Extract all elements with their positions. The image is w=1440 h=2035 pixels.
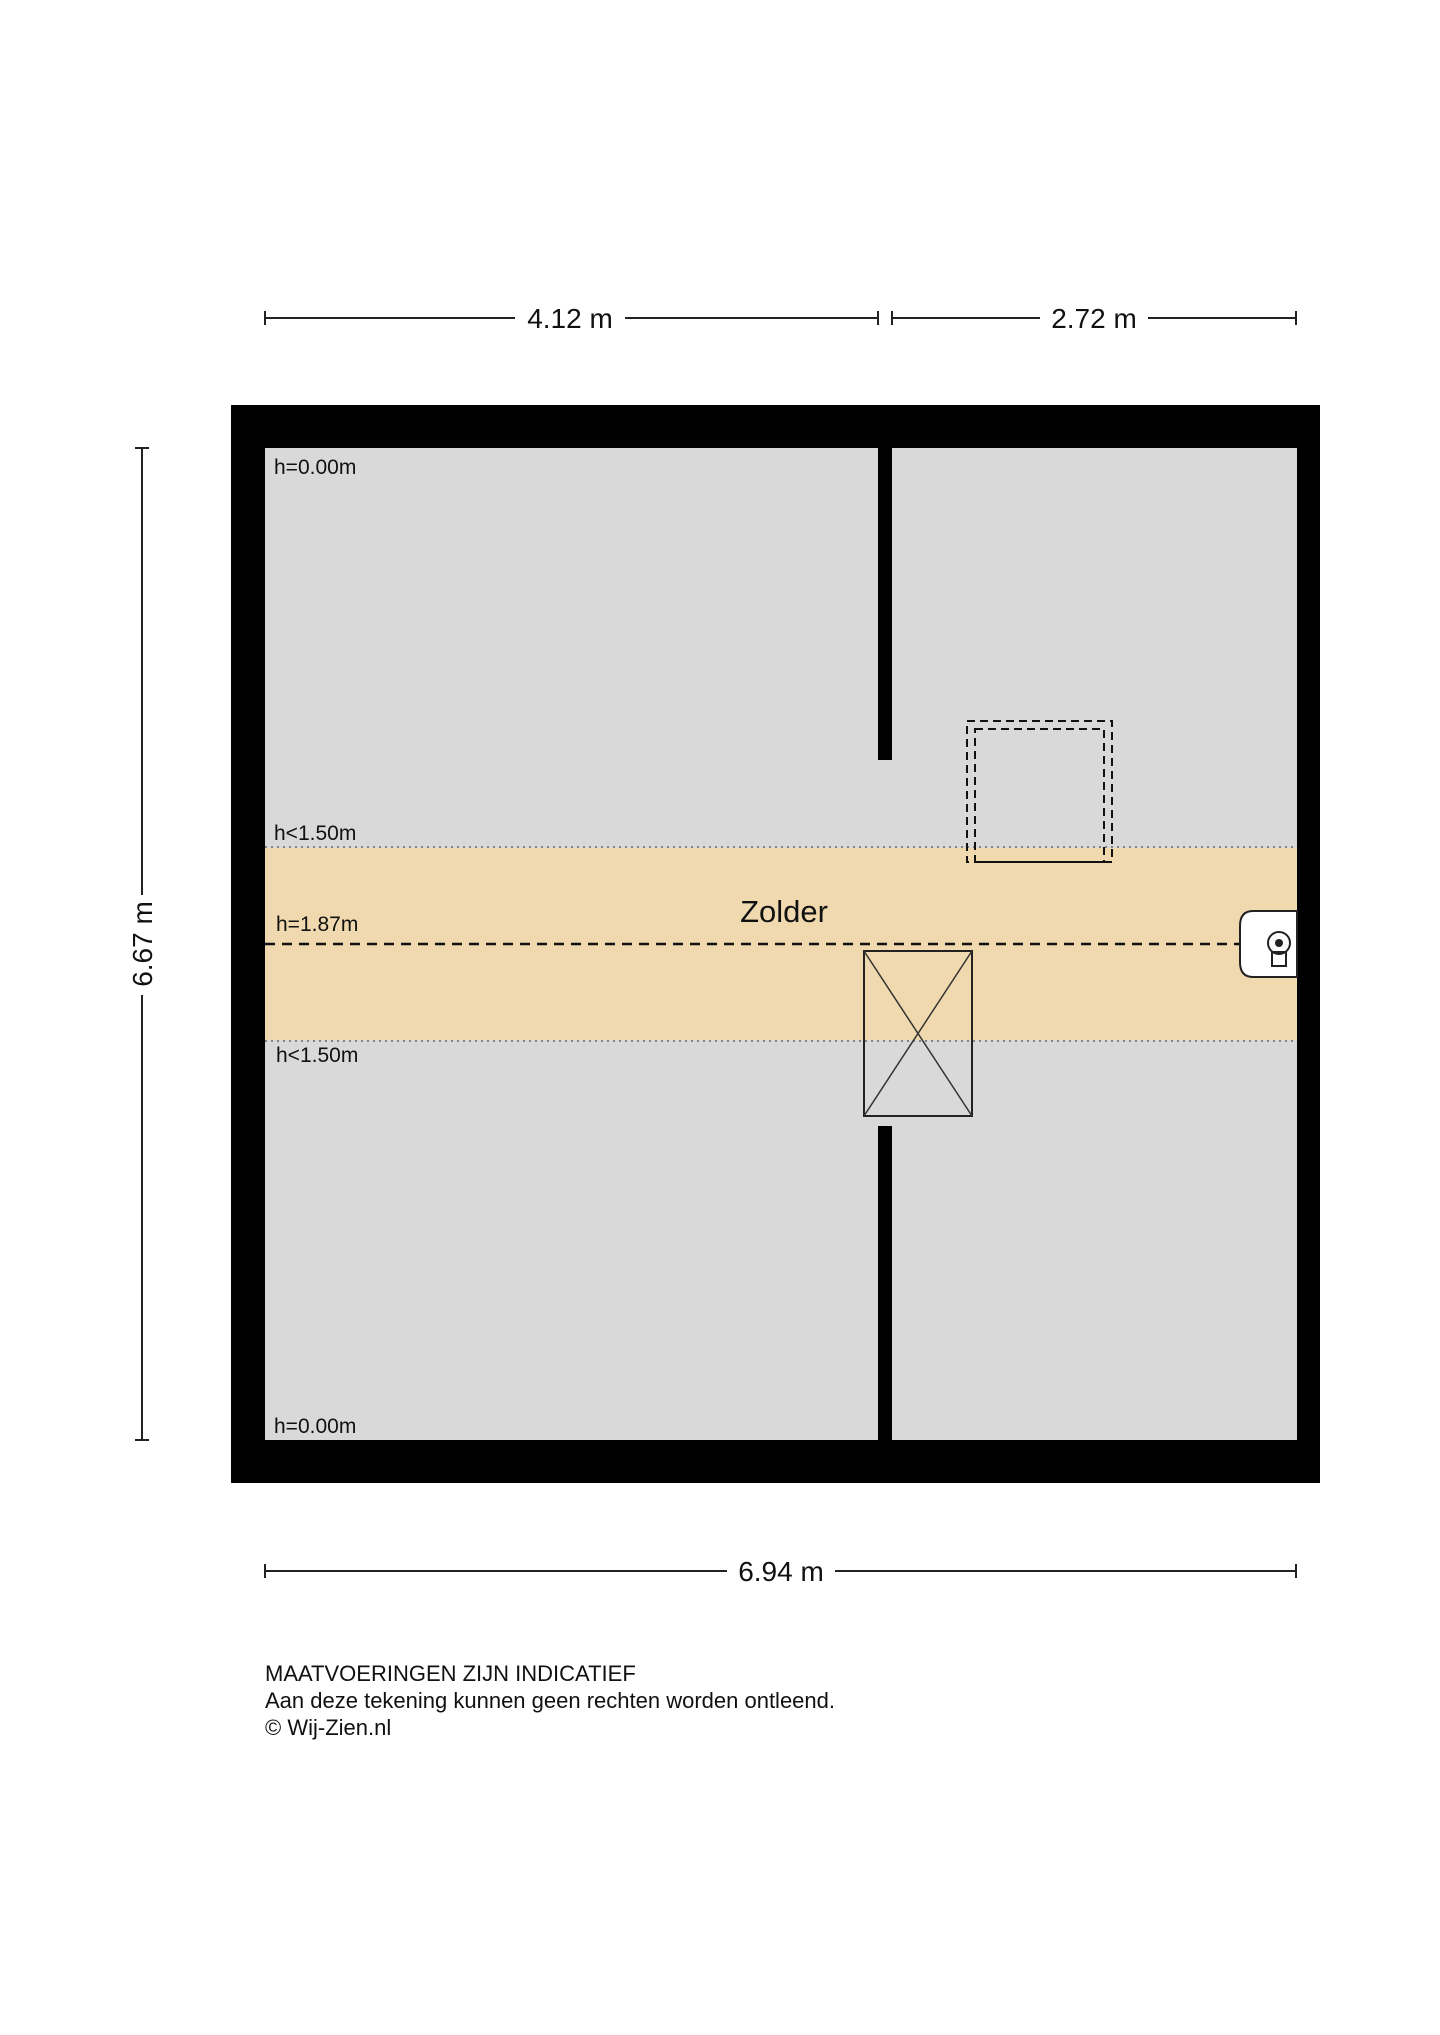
dimension-left [127, 448, 158, 1440]
partition-wall-lower [878, 1126, 892, 1440]
disclaimer-line-3: © Wij-Zien.nl [265, 1715, 392, 1740]
height-label-bottom: h=0.00m [274, 1415, 357, 1438]
height-label-top: h=0.00m [274, 456, 357, 479]
height-label-lower-slope: h<1.50m [276, 1044, 359, 1067]
partition-wall-upper [878, 448, 892, 760]
disclaimer-line-1: MAATVOERINGEN ZIJN INDICATIEF [265, 1661, 636, 1686]
boiler-icon [1240, 911, 1297, 977]
disclaimer-line-2: Aan deze tekening kunnen geen rechten worden ontleend. [265, 1688, 835, 1713]
dimension-bottom-label: 6.94 m [738, 1556, 824, 1587]
room-label: Zolder [740, 894, 828, 929]
dimension-top-left [265, 303, 878, 334]
height-label-upper-slope: h<1.50m [274, 822, 357, 845]
dimension-top-left-label: 4.12 m [527, 303, 613, 334]
dimension-top-right [892, 303, 1296, 334]
dimension-bottom [265, 1556, 1296, 1587]
disclaimer [265, 1660, 835, 1741]
dimension-left-label: 6.67 m [127, 901, 158, 987]
height-label-ridge: h=1.87m [276, 913, 359, 936]
dimension-top-right-label: 2.72 m [1051, 303, 1137, 334]
